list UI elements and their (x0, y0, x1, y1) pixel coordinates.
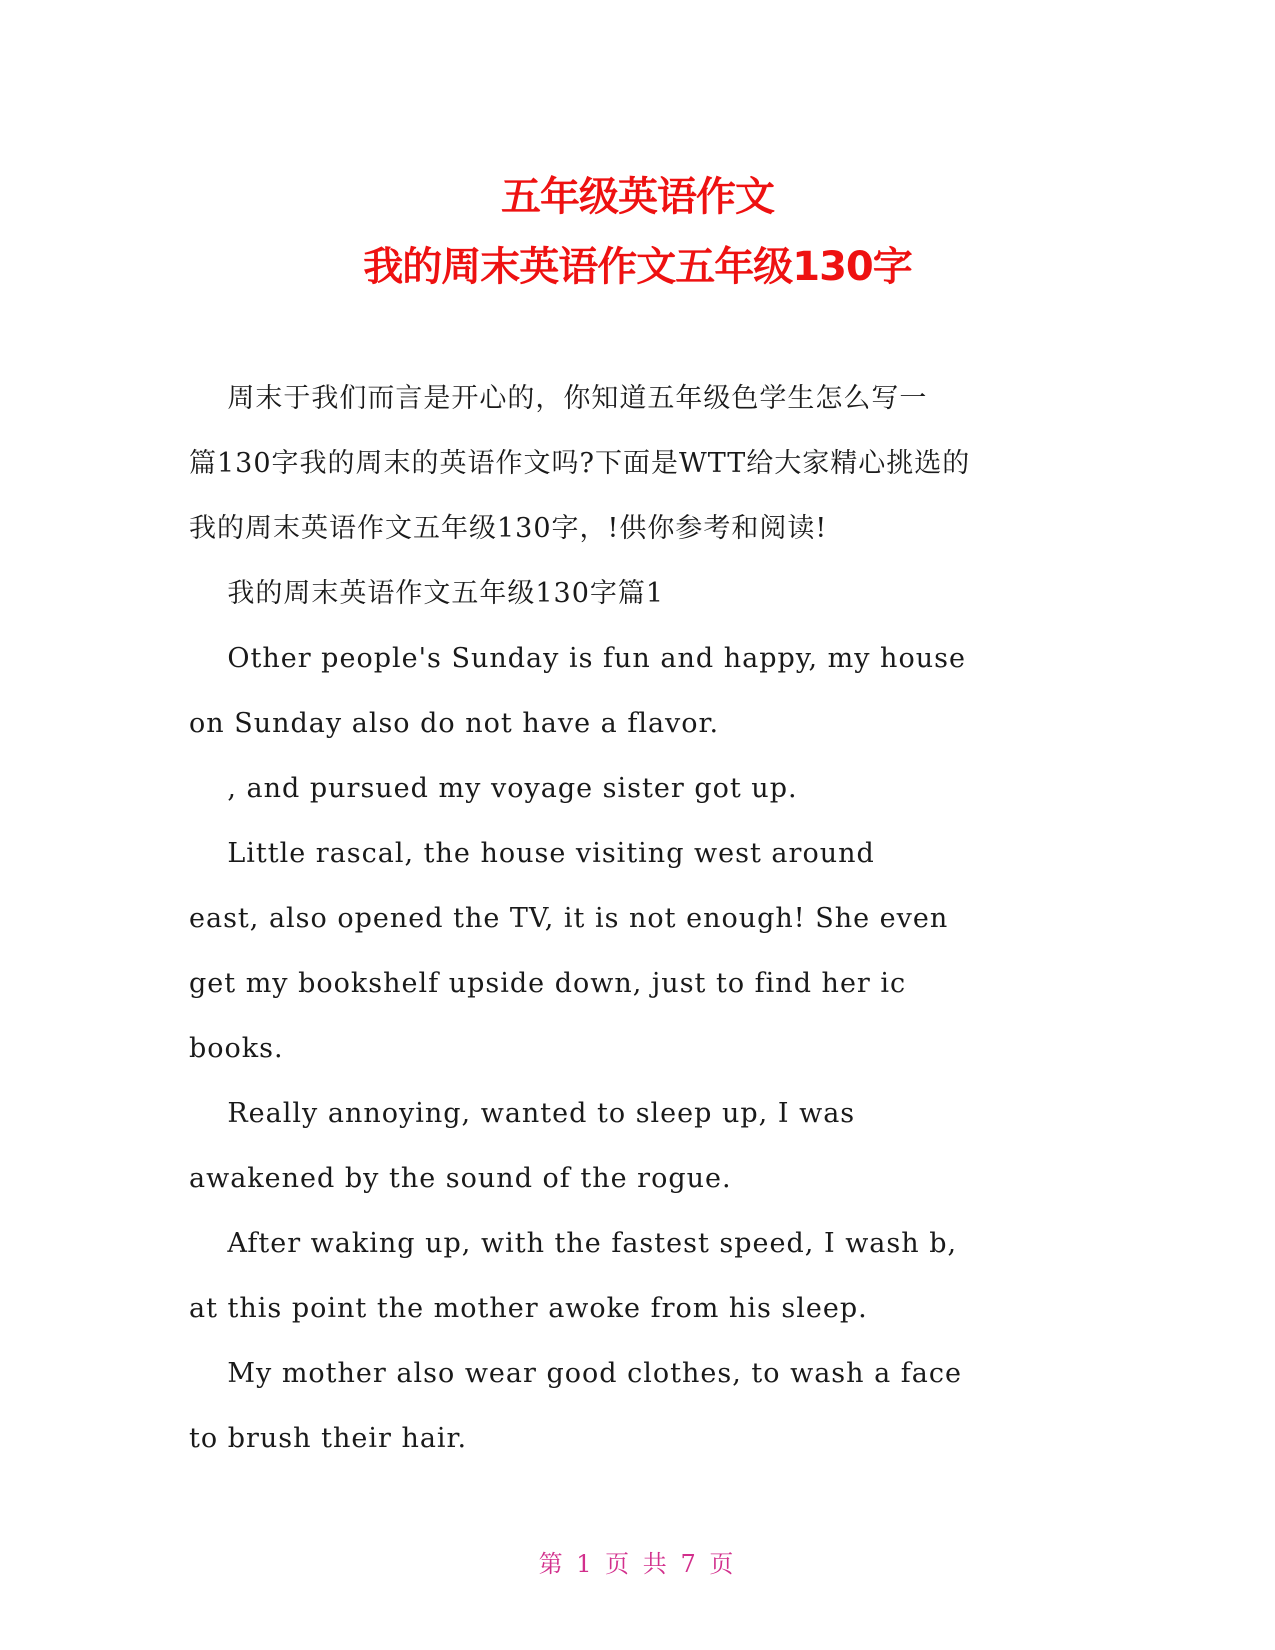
body-line: My mother also wear good clothes, to wash a face (189, 1358, 962, 1389)
body-line: Little rascal, the house visiting west around (189, 838, 875, 869)
body-line: get my bookshelf upside down, just to find her ic (189, 968, 907, 999)
body-line: Other people's Sunday is fun and happy, my house (189, 643, 966, 674)
body-line: , and pursued my voyage sister got up. (189, 773, 798, 804)
document-body (189, 366, 1089, 1471)
title-line-1: 五年级英语作文 (501, 174, 774, 220)
body-line: east, also opened the TV, it is not enough! She even (189, 903, 949, 934)
document-title (0, 162, 1275, 302)
body-line: After waking up, with the fastest speed, I wash b, (189, 1228, 958, 1259)
title-line-2: 我的周末英语作文五年级130字 (363, 244, 912, 290)
body-line: awakened by the sound of the rogue. (189, 1163, 732, 1194)
body-line: Really annoying, wanted to sleep up, I was (189, 1098, 856, 1129)
body-line: books. (189, 1033, 284, 1064)
body-line: 周末于我们而言是开心的，你知道五年级色学生怎么写一 (189, 383, 928, 414)
body-line: at this point the mother awoke from his sleep. (189, 1293, 868, 1324)
body-line: to brush their hair. (189, 1423, 468, 1454)
page-number-footer: 第 1 页 共 7 页 (538, 1550, 737, 1578)
body-line: on Sunday also do not have a flavor. (189, 708, 720, 739)
body-line: 我的周末英语作文五年级130字，!供你参考和阅读! (189, 513, 828, 544)
body-line: 我的周末英语作文五年级130字篇1 (189, 578, 665, 609)
body-line: 篇130字我的周末的英语作文吗?下面是WTT给大家精心挑选的 (189, 448, 971, 479)
